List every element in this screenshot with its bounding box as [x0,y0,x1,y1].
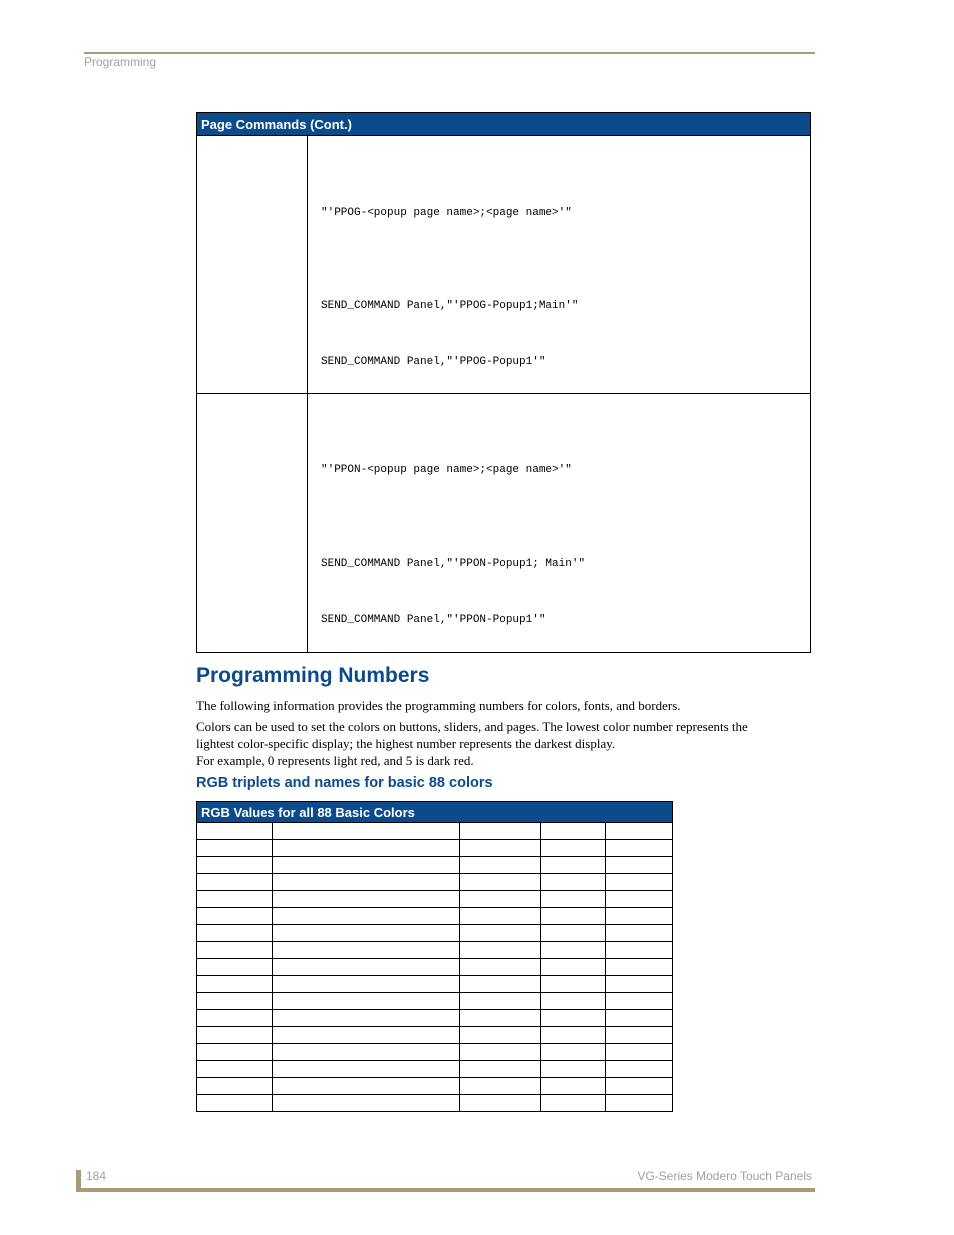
ppog-example-1: SEND_COMMAND Panel,"'PPOG-Popup1;Main'" [321,300,579,312]
table-cell [541,1061,606,1078]
table-cell [273,993,460,1010]
table-row [197,942,673,959]
command-name-cell [197,394,308,653]
table-cell [197,823,273,840]
table-cell [460,1027,541,1044]
rgb-table-body [197,823,673,1112]
table-cell [273,1044,460,1061]
table-row [197,908,673,925]
rgb-table-title: RGB Values for all 88 Basic Colors [197,802,673,823]
table-cell [606,857,673,874]
table-cell [197,1027,273,1044]
ppon-example-2: SEND_COMMAND Panel,"'PPON-Popup1'" [321,614,546,626]
table-cell [541,1095,606,1112]
table-cell [606,959,673,976]
table-cell [541,1078,606,1095]
colors-paragraph-line-1: Colors can be used to set the colors on buttons, sliders, and pages. The lowest color number represents the [196,719,748,734]
table-row [197,857,673,874]
table-cell [606,925,673,942]
ppon-example-1: SEND_COMMAND Panel,"'PPON-Popup1; Main'" [321,558,586,570]
page-commands-table [196,112,811,653]
table-cell [541,840,606,857]
table-cell [460,976,541,993]
table-cell [541,1010,606,1027]
table-cell [273,925,460,942]
footer-rule [76,1188,815,1192]
table-cell [606,823,673,840]
table-cell [197,1044,273,1061]
table-row [197,1078,673,1095]
table-row [197,925,673,942]
table-cell [197,908,273,925]
table-cell [460,1044,541,1061]
table-cell [197,1061,273,1078]
command-detail-cell [308,394,811,653]
table-cell [197,857,273,874]
table-cell [606,908,673,925]
table-cell [197,993,273,1010]
table-cell [606,891,673,908]
table-row [197,1061,673,1078]
colors-paragraph-line-2: lightest color-specific display; the highest number represents the darkest display. [196,736,616,751]
table-cell [541,993,606,1010]
document-title: VG-Series Modero Touch Panels [637,1169,812,1183]
table-cell [460,823,541,840]
table-cell [197,891,273,908]
command-name-cell [197,136,308,394]
table-row [197,823,673,840]
table-row [197,959,673,976]
table-cell [541,1027,606,1044]
table-cell [460,959,541,976]
header-rule [84,52,815,54]
table-cell [606,1095,673,1112]
table-cell [541,1044,606,1061]
table-cell [606,1078,673,1095]
table-row [197,1027,673,1044]
table-cell [460,857,541,874]
table-cell [197,976,273,993]
table-cell [606,1061,673,1078]
table-cell [460,1061,541,1078]
table-cell [460,874,541,891]
table-cell [460,1010,541,1027]
table-cell [606,874,673,891]
table-cell [273,823,460,840]
table-row [197,1010,673,1027]
table-cell [541,823,606,840]
ppog-example-2: SEND_COMMAND Panel,"'PPOG-Popup1'" [321,356,546,368]
table-cell [606,1010,673,1027]
table-row [197,840,673,857]
table-cell [460,908,541,925]
table-cell [197,925,273,942]
table-cell [273,1078,460,1095]
table-row [197,136,811,394]
command-detail-cell [308,136,811,394]
rgb-values-table [196,801,673,1112]
table-cell [606,942,673,959]
table-row [197,874,673,891]
table-cell [197,942,273,959]
table-cell [541,908,606,925]
colors-paragraph-line-3: For example, 0 represents light red, and 5 is dark red. [196,753,474,768]
table-cell [460,1095,541,1112]
subsection-heading: RGB triplets and names for basic 88 colors [196,775,493,791]
table-cell [273,908,460,925]
table-cell [541,976,606,993]
table-cell [273,1061,460,1078]
table-cell [460,891,541,908]
table-cell [606,993,673,1010]
table-cell [541,874,606,891]
table-row [197,976,673,993]
table-cell [273,1027,460,1044]
ppon-syntax: "'PPON-<popup page name>;<page name>'" [321,464,572,476]
table-row [197,891,673,908]
table-cell [197,840,273,857]
table-cell [541,959,606,976]
table-cell [273,874,460,891]
table-cell [541,942,606,959]
table-row [197,1044,673,1061]
table-cell [197,1010,273,1027]
table-cell [273,840,460,857]
table-cell [273,891,460,908]
table-cell [541,925,606,942]
table-cell [273,1010,460,1027]
table-cell [606,840,673,857]
table-cell [197,959,273,976]
table-cell [197,1078,273,1095]
table-cell [273,942,460,959]
table-cell [273,1095,460,1112]
page-number: 184 [86,1169,107,1183]
table-cell [606,976,673,993]
table-cell [273,976,460,993]
table-cell [460,840,541,857]
table-cell [541,857,606,874]
section-heading: Programming Numbers [196,664,430,687]
table-cell [460,1078,541,1095]
table-cell [197,1095,273,1112]
table-row [197,993,673,1010]
page-commands-table-title: Page Commands (Cont.) [197,113,811,136]
table-cell [541,891,606,908]
table-cell [460,942,541,959]
table-cell [606,1027,673,1044]
ppog-syntax: "'PPOG-<popup page name>;<page name>'" [321,207,572,219]
table-cell [606,1044,673,1061]
table-row [197,1095,673,1112]
intro-paragraph: The following information provides the programming numbers for colors, fonts, and borders. [196,698,681,713]
table-cell [460,925,541,942]
table-row [197,394,811,653]
table-cell [197,874,273,891]
table-cell [460,993,541,1010]
table-cell [273,857,460,874]
table-cell [273,959,460,976]
running-header: Programming [84,55,157,69]
